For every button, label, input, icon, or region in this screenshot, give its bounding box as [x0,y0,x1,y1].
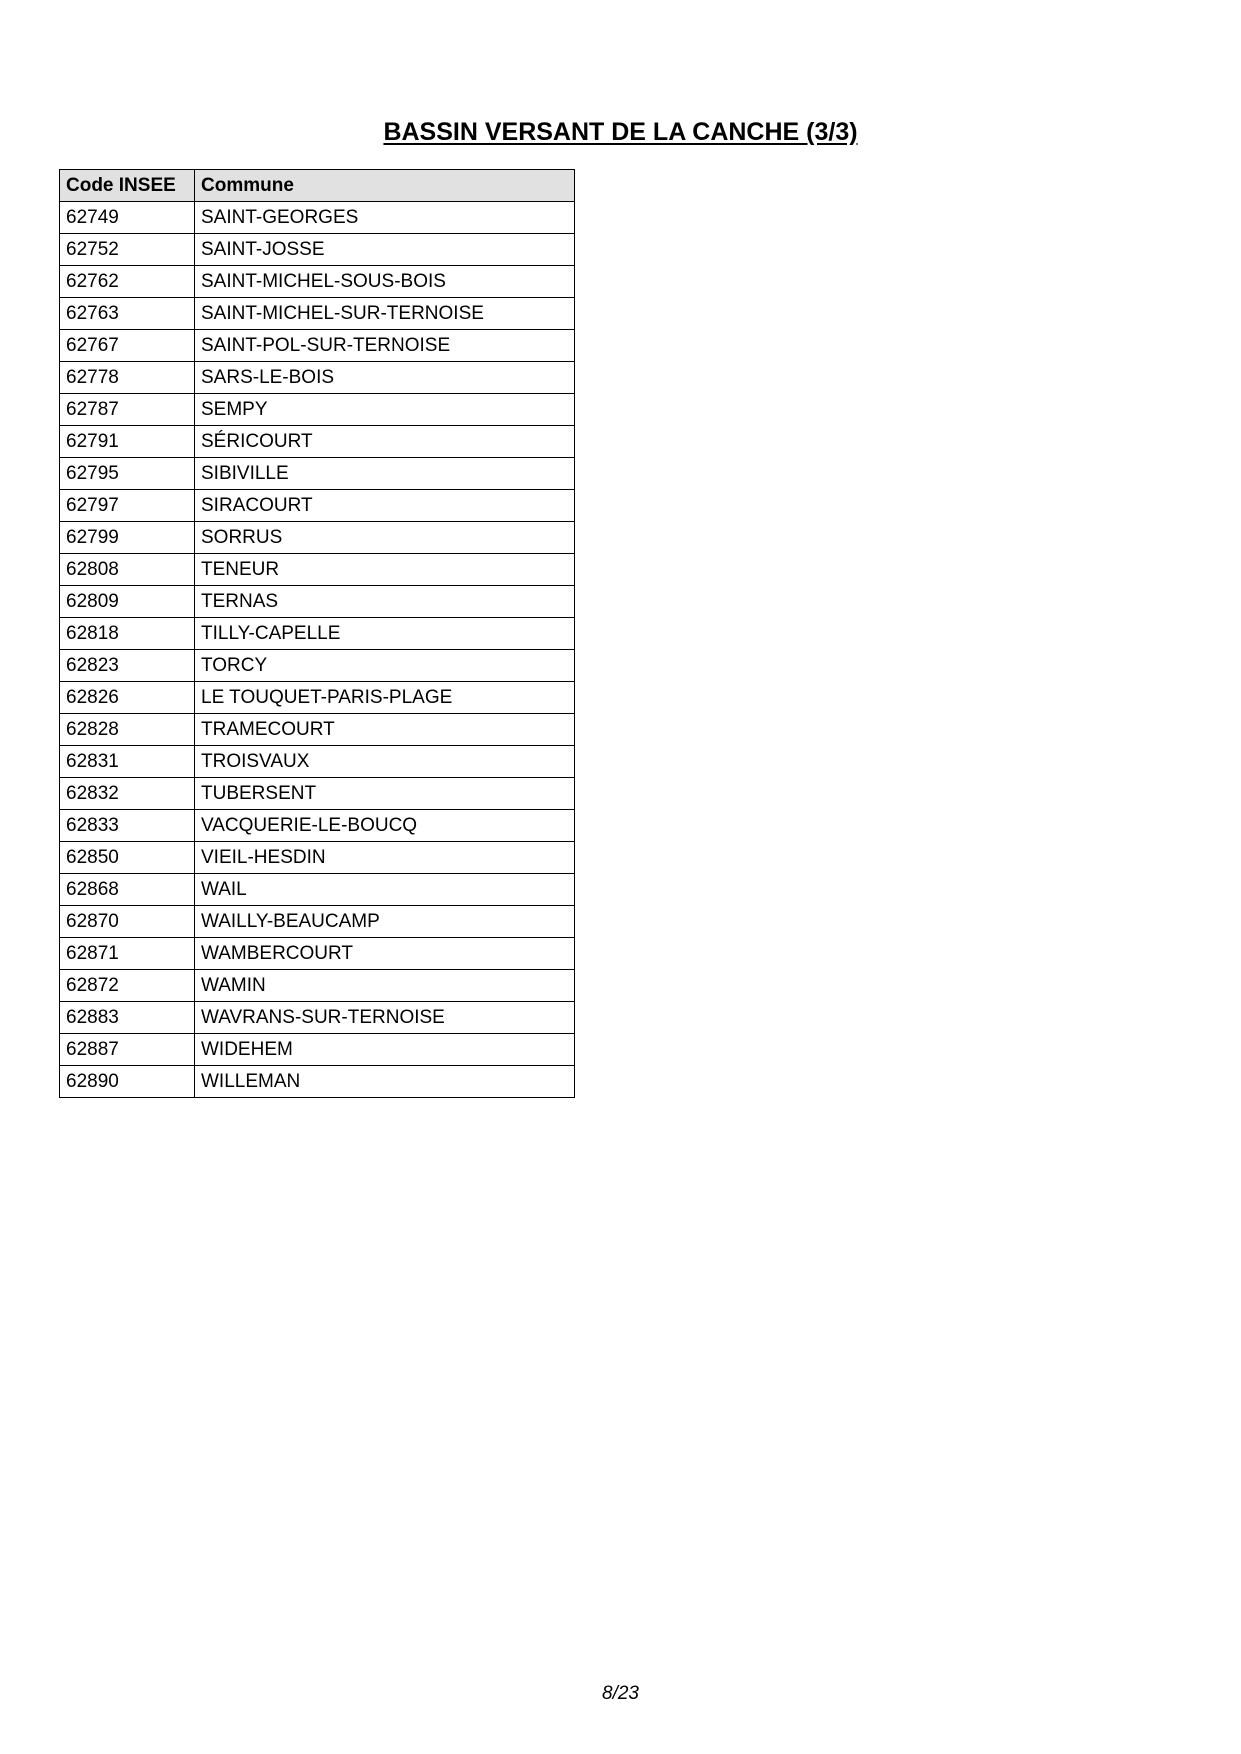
column-header-commune: Commune [195,170,575,202]
code-insee-cell: 62871 [60,938,195,970]
table-header-row [60,170,575,202]
code-insee-cell: 62832 [60,778,195,810]
commune-cell: TENEUR [195,554,575,586]
table-row [60,394,575,426]
commune-cell: TORCY [195,650,575,682]
commune-cell: TERNAS [195,586,575,618]
commune-cell: SAINT-GEORGES [195,202,575,234]
code-insee-cell: 62850 [60,842,195,874]
table-row [60,1002,575,1034]
page-title: BASSIN VERSANT DE LA CANCHE (3/3) [383,118,858,146]
code-insee-cell: 62828 [60,714,195,746]
table-row [60,330,575,362]
commune-cell: WAVRANS-SUR-TERNOISE [195,1002,575,1034]
commune-cell: WAILLY-BEAUCAMP [195,906,575,938]
commune-cell: WAMIN [195,970,575,1002]
code-insee-cell: 62797 [60,490,195,522]
commune-cell: SAINT-MICHEL-SOUS-BOIS [195,266,575,298]
commune-cell: SORRUS [195,522,575,554]
code-insee-cell: 62872 [60,970,195,1002]
commune-cell: TRAMECOURT [195,714,575,746]
code-insee-cell: 62799 [60,522,195,554]
code-insee-cell: 62870 [60,906,195,938]
code-insee-cell: 62823 [60,650,195,682]
commune-cell: SARS-LE-BOIS [195,362,575,394]
table-row [60,970,575,1002]
commune-cell: SÉRICOURT [195,426,575,458]
table-row [60,234,575,266]
code-insee-cell: 62833 [60,810,195,842]
commune-cell: SIRACOURT [195,490,575,522]
code-insee-cell: 62787 [60,394,195,426]
table-body [60,202,575,1098]
table-row [60,682,575,714]
table-row [60,202,575,234]
table-row [60,810,575,842]
commune-cell: SAINT-MICHEL-SUR-TERNOISE [195,298,575,330]
commune-cell: SEMPY [195,394,575,426]
table-row [60,906,575,938]
table-row [60,874,575,906]
code-insee-cell: 62749 [60,202,195,234]
table-row [60,426,575,458]
table-row [60,554,575,586]
code-insee-cell: 62762 [60,266,195,298]
commune-cell: TUBERSENT [195,778,575,810]
table-row [60,362,575,394]
code-insee-cell: 62763 [60,298,195,330]
table-row [60,938,575,970]
commune-cell: VACQUERIE-LE-BOUCQ [195,810,575,842]
table-row [60,650,575,682]
code-insee-cell: 62818 [60,618,195,650]
commune-cell: SAINT-JOSSE [195,234,575,266]
commune-cell: WAIL [195,874,575,906]
table-row [60,778,575,810]
column-header-code-insee: Code INSEE [60,170,195,202]
commune-table [59,169,575,1098]
table-row [60,490,575,522]
code-insee-cell: 62791 [60,426,195,458]
code-insee-cell: 62778 [60,362,195,394]
code-insee-cell: 62883 [60,1002,195,1034]
commune-cell: TILLY-CAPELLE [195,618,575,650]
code-insee-cell: 62795 [60,458,195,490]
code-insee-cell: 62809 [60,586,195,618]
code-insee-cell: 62831 [60,746,195,778]
table-row [60,1034,575,1066]
page-number: 8/23 [602,1683,639,1704]
code-insee-cell: 62767 [60,330,195,362]
table-row [60,714,575,746]
code-insee-cell: 62887 [60,1034,195,1066]
commune-cell: TROISVAUX [195,746,575,778]
commune-cell: SAINT-POL-SUR-TERNOISE [195,330,575,362]
table-row [60,522,575,554]
commune-cell: SIBIVILLE [195,458,575,490]
commune-cell: WIDEHEM [195,1034,575,1066]
commune-cell: LE TOUQUET-PARIS-PLAGE [195,682,575,714]
code-insee-cell: 62808 [60,554,195,586]
table-row [60,586,575,618]
code-insee-cell: 62868 [60,874,195,906]
table-row [60,618,575,650]
table-row [60,842,575,874]
table-row [60,746,575,778]
table-row [60,458,575,490]
code-insee-cell: 62826 [60,682,195,714]
commune-cell: VIEIL-HESDIN [195,842,575,874]
code-insee-cell: 62752 [60,234,195,266]
code-insee-cell: 62890 [60,1066,195,1098]
table-row [60,1066,575,1098]
commune-cell: WAMBERCOURT [195,938,575,970]
commune-cell: WILLEMAN [195,1066,575,1098]
table-row [60,266,575,298]
table-row [60,298,575,330]
